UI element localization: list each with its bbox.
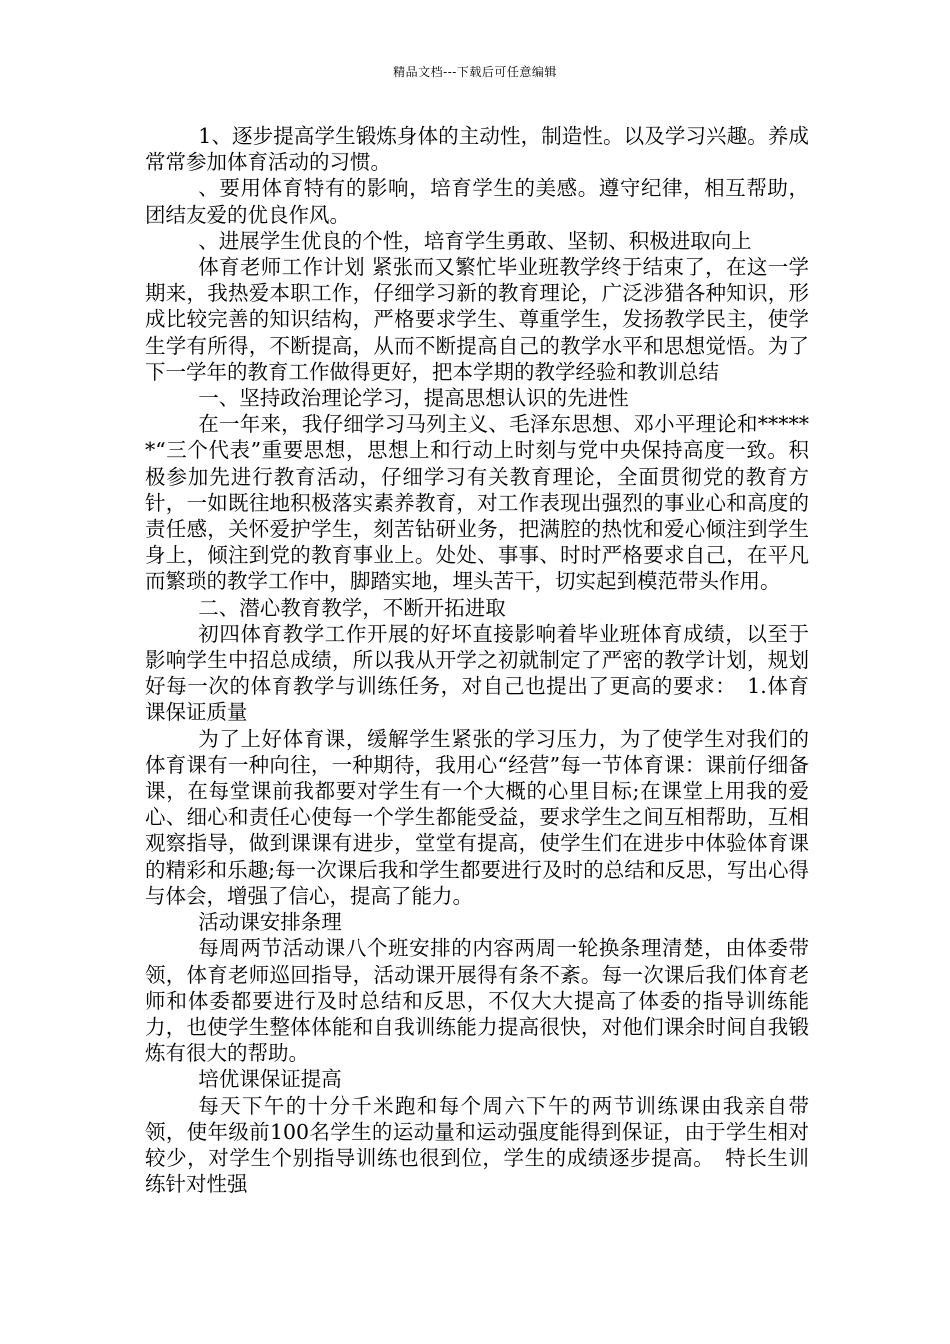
page-header: 精品文档---下载后可任意编辑 [393, 65, 557, 79]
document-body [145, 123, 809, 1197]
paragraph-activity-class: 每周两节活动课八个班安排的内容两周一轮换条理清楚，由体委带领，体育老师巡回指导，活动课开展得有条不紊。每一次课后我们体育老师和体委都要进行及时总结和反思，不仅大大提高了体委的指导训练能力，也使学生整体体能和自我训练能力提高很快，对他们课余时间自我锻炼有很大的帮助。 [145, 936, 809, 1066]
subheading-advanced-class: 培优课保证提高 [198, 1067, 342, 1092]
section-heading-1: 一、坚持政治理论学习，提高思想认识的先进性 [198, 386, 629, 411]
section-heading-2: 二、潜心教育教学，不断开拓进取 [198, 595, 506, 620]
paragraph-goal-1: 1、逐步提高学生锻炼身体的主动性，制造性。以及学习兴趣。养成常常参加体育活动的习惯。 [145, 124, 809, 175]
paragraph-intro: 体育老师工作计划 紧张而又繁忙毕业班教学终于结束了，在这一学期来，我热爱本职工作，仔细学习新的教育理论，广泛涉猎各种知识，形成比较完善的知识结构，严格要求学生、尊重学生，发扬教学民主，使学生学有所得，不断提高，从而不断提高自己的教学水平和思想觉悟。为了下一学年的教育工作做得更好，把本学期的教学经验和教训总结 [145, 255, 809, 384]
paragraph-teaching-plan: 初四体育教学工作开展的好坏直接影响着毕业班体育成绩，以至于影响学生中招总成绩，所以我从开学之初就制定了严密的教学计划，规划好每一次的体育教学与训练任务，对自己也提出了更高的要求： 1.体育课保证质量 [145, 621, 809, 725]
subheading-activity-class: 活动课安排条理 [198, 910, 342, 935]
paragraph-advanced-class: 每天下午的十分千米跑和每个周六下午的两节训练课由我亲自带领，使年级前100名学生的运动量和运动强度能得到保证，由于学生相对较少，对学生个别指导训练也很到位，学生的成绩逐步提高。 特长生训练针对性强 [145, 1093, 809, 1197]
paragraph-goal-3: 、进展学生优良的个性，培育学生勇敢、坚韧、积极进取向上 [198, 228, 752, 253]
paragraph-goal-2: 、要用体育特有的影响，培育学生的美感。遵守纪律，相互帮助，团结友爱的优良作风。 [145, 176, 809, 227]
paragraph-politics: 在一年来，我仔细学习马列主义、毛泽东思想、邓小平理论和******“三个代表”重要思想，思想上和行动上时刻与党中央保持高度一致。积极参加先进行教育活动，仔细学习有关教育理论，全面贯彻党的教育方针，一如既往地积极落实素养教育，对工作表现出强烈的事业心和高度的责任感，关怀爱护学生，刻苦钻研业务，把满腔的热忱和爱心倾注到学生身上，倾注到党的教育事业上。处处、事事、时时严格要求自己，在平凡而繁琐的教学工作中，脚踏实地，埋头苦干，切实起到模范带头作用。 [145, 412, 809, 594]
paragraph-pe-class: 为了上好体育课，缓解学生紧张的学习压力，为了使学生对我们的体育课有一种向往，一种期待，我用心“经营”每一节体育课：课前仔细备课，在每堂课前我都要对学生有一个大概的心里目标;在课堂上用我的爱心、细心和责任心使每一个学生都能受益，要求学生之间互相帮助，互相观察指导，做到课课有进步，堂堂有提高，使学生们在进步中体验体育课的精彩和乐趣;每一次课后我和学生都要进行及时的总结和反思，写出心得与体会，增强了信心，提高了能力。 [145, 726, 809, 908]
